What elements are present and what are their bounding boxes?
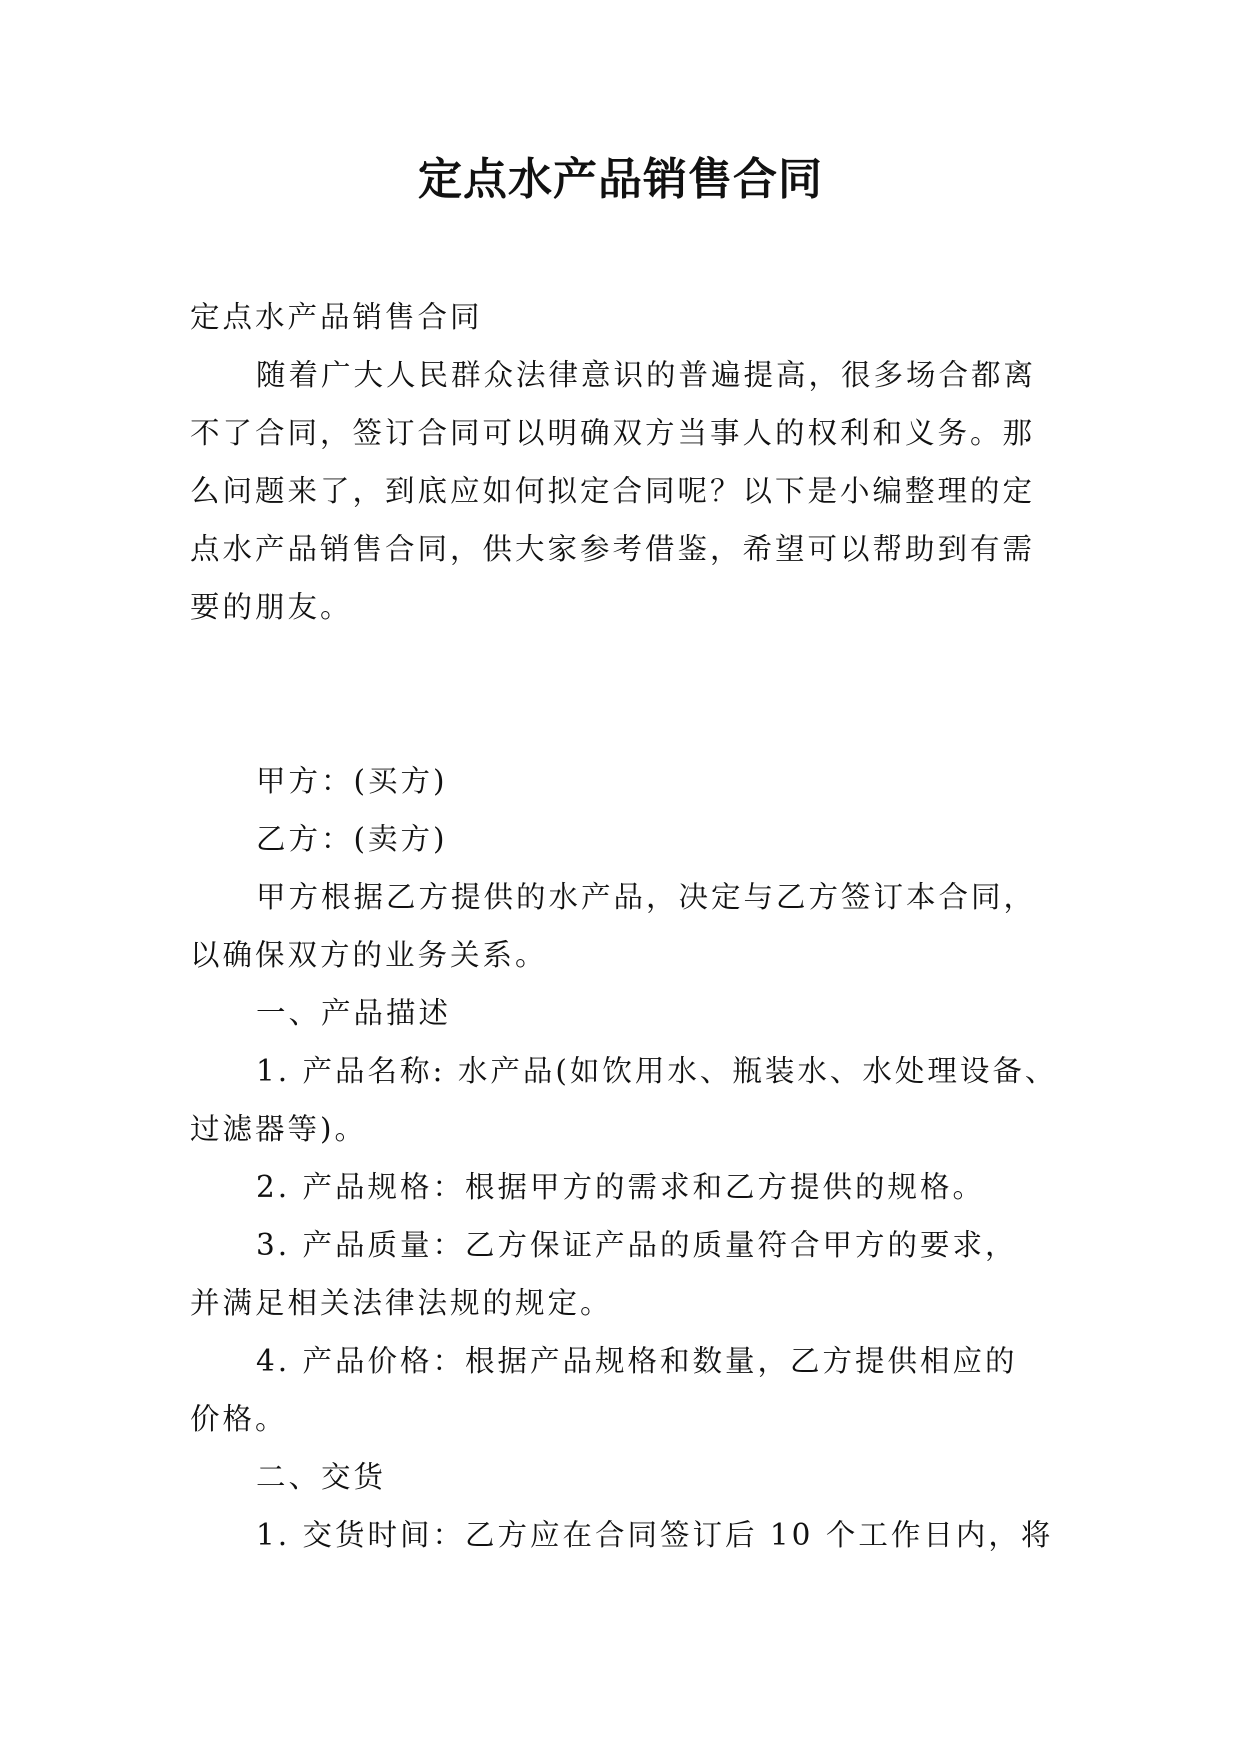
preamble-line: 以确保双方的业务关系。 (190, 938, 548, 972)
intro-paragraph-line: 要的朋友。 (190, 590, 353, 624)
clause-line: 1. 交货时间：乙方应在合同签订后 10 个工作日内，将 (256, 1518, 1054, 1552)
paragraph-spacer (190, 636, 1060, 752)
intro-paragraph-line: 么问题来了，到底应如何拟定合同呢？以下是小编整理的定 (190, 474, 1036, 508)
section-heading-product: 一、产品描述 (256, 996, 452, 1030)
intro-paragraph-line: 不了合同，签订合同可以明确双方当事人的权利和义务。那 (190, 416, 1036, 450)
clause-line: 并满足相关法律法规的规定。 (190, 1286, 613, 1320)
clause-line: 2. 产品规格：根据甲方的需求和乙方提供的规格。 (256, 1170, 986, 1204)
intro-paragraph-line: 点水产品销售合同，供大家参考借鉴，希望可以帮助到有需 (190, 532, 1036, 566)
intro-paragraph-line: 随着广大人民群众法律意识的普遍提高，很多场合都离 (256, 358, 1037, 392)
clause-line: 4. 产品价格：根据产品规格和数量，乙方提供相应的 (256, 1344, 1018, 1378)
preamble-line: 甲方根据乙方提供的水产品，决定与乙方签订本合同， (256, 880, 1037, 914)
section-heading-delivery: 二、交货 (256, 1460, 387, 1494)
document-body (190, 288, 1060, 1564)
clause-line: 1. 产品名称: 水产品(如饮用水、瓶装水、水处理设备、 (256, 1054, 1058, 1088)
party-a-line: 甲方：(买方) (256, 764, 448, 798)
party-b-line: 乙方：(卖方) (256, 822, 448, 856)
clause-line: 价格。 (190, 1402, 288, 1436)
subtitle-line: 定点水产品销售合同 (190, 300, 483, 334)
clause-line: 3. 产品质量：乙方保证产品的质量符合甲方的要求， (256, 1228, 1018, 1262)
document-title: 定点水产品销售合同 (418, 154, 823, 205)
clause-line: 过滤器等)。 (190, 1112, 368, 1146)
